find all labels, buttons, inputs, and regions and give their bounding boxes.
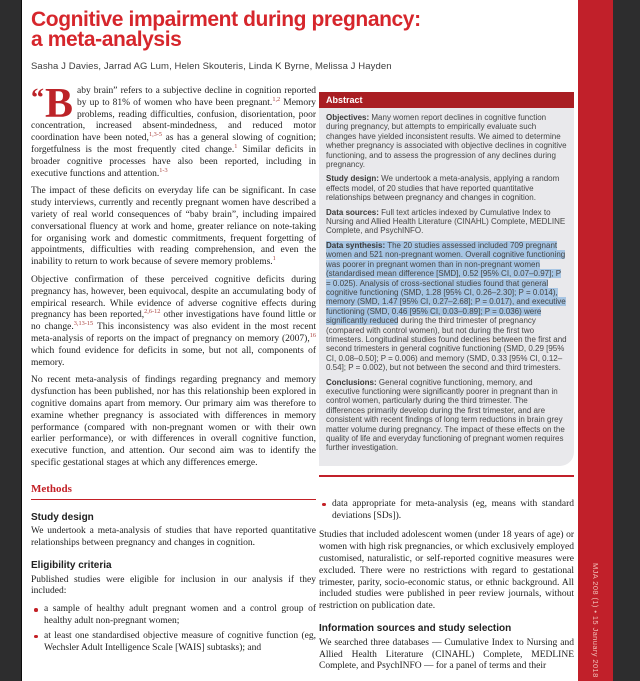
study-design-heading: Study design — [31, 511, 94, 523]
intro-paragraph-3: Objective confirmation of these perceived cognitive deficits during pregnancy has, however, been equivocal, despite an accumulating body of empirical research. While evidence of adverse cognitive effects during pregnancy has been reported,$^{2,6-12}$ other investigations have found little or no change.$^{3,13-15}$ This inconsistency was also evident in the most recent meta-analysis of reports on the impact of pregnancy on memory (2007),$^{16}$ which found evidence for deficits in some, but not all, components of memory. — [31, 274, 317, 368]
eligibility-intro-paragraph: Published studies were eligible for inclusion in our analysis if they included: — [31, 574, 316, 597]
abstract-data-synthesis — [326, 241, 567, 373]
open-quote-mark: “ — [31, 83, 44, 112]
eligibility-bullet-list — [31, 604, 316, 654]
selected-text-highlight — [326, 241, 566, 325]
bullet-icon — [322, 503, 326, 507]
abstract-conclusions-text: General cognitive functioning, memory, and executive functioning were significantly poorer in pregnant than in control women, particularly during the third trimester. The differences primarily develop during the first trimester, and are consistent with recent findings of long term reductions in brain grey matter volume during pregnancy. The impact of these effects on the quality of life and everyday functioning of pregnant women requires further investigation. — [326, 377, 565, 453]
list-item — [31, 604, 316, 628]
page-title-line1: Cognitive impairment during pregnancy: — [31, 8, 421, 31]
information-sources-heading: Information sources and study selection — [319, 622, 512, 634]
list-item-text: a sample of healthy adult pregnant women and a control group of healthy adult non-pregnant women; — [44, 604, 316, 627]
methods-section-heading: Methods — [31, 482, 72, 495]
exclusion-criteria-paragraph: Studies that included adolescent women (under 18 years of age) or women with high risk pregnancies, or which exclusively employed customised, naturalistic, or self-reported cognitive measures were excluded. There were no restrictions with regard to gestational trimester, parity, socio-economic status, or ethnic background. All included studies were published in peer review journals, without restriction on publication date. — [319, 530, 574, 612]
study-design-paragraph: We undertook a meta-analysis of studies that have reported quantitative relationships between pregnancy and changes in cognition. — [31, 526, 316, 549]
abstract-data-synthesis-rest-text: during the third trimester of pregnancy (compared with control women), but not during the first two trimesters. Longitudinal studies found declines between the first and second trimesters in general cognitive functioning (SMD, 0.29 [95% CI, 0.08–0.50]; P = 0.006) and memory (SMD, 0.33 [95% CI, 0.12–0.54]; P = 0.002), but not between the second and third trimesters. — [326, 316, 567, 373]
page-title — [31, 10, 576, 50]
left-column — [31, 81, 317, 657]
abstract-conclusions-label: Conclusions: — [326, 377, 377, 387]
abstract-study-design — [326, 174, 567, 202]
abstract-box — [319, 92, 574, 466]
abstract-objectives — [326, 113, 567, 169]
page-title-line2: a meta-analysis — [31, 28, 182, 51]
methods-section-rule — [31, 499, 316, 500]
bullet-icon — [34, 608, 38, 612]
journal-citation-vertical-text: MJA 208 (1) • 15 January 2018 — [591, 563, 600, 678]
list-item-text: data appropriate for meta-analysis (eg, means with standard deviations [SDs]). — [332, 498, 574, 521]
eligibility-bullet-list-continued — [319, 499, 574, 523]
intro-paragraph-1-text: aby brain” refers to a subjective decline in cognition reported by up to 81% of women who have been pregnant.$^{1,2}$ Memory problems, reading difficulties, confusion, disorientation, poor concentration, increased absent-mindedness, and reduced motor coordination have been noted,$^{1,3-5}$ as has a general slowing of cognition; forgetfulness is the most frequently cited change.$^1$ Similar deficits in broader cognitive processes have also been reported, including in executive functions and attention.$^{1-3}$ — [31, 86, 316, 179]
drop-cap — [31, 81, 74, 127]
abstract-data-sources-label: Data sources: — [326, 207, 379, 217]
abstract-data-synthesis-highlighted-text: The 20 studies assessed included 709 pregnant women and 521 non-pregnant women. Overall cognitive functioning was poorer in pregnant women than in non-pregnant women (standardised mean difference [SMD], 0.52 [95% CI, 0.07–0.97]; P = 0.025). Analysis of cross-sectional studies found that general cognitive functioning (SMD, 1.28 [95% CI, 0.26–2.30]; P = 0.014), memory (SMD, 1.47 [95% CI, 0.27–2.68]; P = 0.017), and executive functioning (SMD, 0.46 [95% CI, 0.03–0.89]; P = 0.036) were significantly reduced — [326, 240, 566, 326]
abstract-data-sources-text: Full text articles indexed by Cumulative Index to Nursing and Allied Health Literature (CINAHL) Complete, MEDLINE Complete, and PsychINFO. — [326, 207, 566, 236]
abstract-objectives-text: Many women report declines in cognitive function during pregnancy, but attempts to empirically evaluate such changes have yielded inconsistent results. We aimed to determine whether pregnancy is associated with objective declines in cognitive functioning, and to assess the progression of any declines during pregnancy. — [326, 113, 567, 170]
eligibility-criteria-heading: Eligibility criteria — [31, 559, 112, 571]
information-sources-paragraph: We searched three databases — Cumulative Index to Nursing and Allied Health Literature (CINAHL) Complete, MEDLINE Complete, and PsychINFO — for a panel of terms and their — [319, 637, 574, 672]
abstract-objectives-label: Objectives: — [326, 113, 370, 122]
authors-line: Sasha J Davies, Jarrad AG Lum, Helen Skouteris, Linda K Byrne, Melissa J Hayden — [31, 61, 392, 72]
abstract-body — [319, 108, 574, 453]
list-item — [31, 631, 316, 655]
abstract-data-synthesis-label: Data synthesis: — [326, 240, 386, 250]
drop-cap-letter: B — [45, 81, 74, 127]
list-item — [319, 499, 574, 523]
article-header — [31, 10, 576, 72]
abstract-conclusions — [326, 378, 567, 453]
abstract-header-bar: Abstract — [319, 92, 574, 108]
bullet-icon — [34, 635, 38, 639]
abstract-study-design-label: Study design: — [326, 174, 379, 184]
intro-paragraph-4: No recent meta-analysis of findings regarding pregnancy and memory dysfunction has been published, nor has this relationship been explored in cognitive domains apart from memory. Our primary aim was therefore to examine whether pregnancy is associated with differences in memory performance (compared with non-pregnant women or with their own earlier performance), or with differences in overall cognitive function, executive function, and attention. Our second aim was to identify the specific gestational stages at which any differences emerge. — [31, 375, 316, 468]
list-item-text: at least one standardised objective measure of cognitive function (eg, Wechsler Adult Intelligence Scale [WAIS] subtasks); and — [44, 630, 316, 653]
article-page — [21, 0, 613, 681]
abstract-study-design-text: We undertook a meta-analysis, applying a random effects model, of 20 studies that have reported quantitative relationships between pregnancy and changes in cognition. — [326, 174, 560, 203]
intro-paragraph-2: The impact of these deficits on everyday life can be significant. In case study interviews, currently and recently pregnant women have described a variety of real world consequences of “baby brain”, including impaired conversational fluency at work and home, greater reliance on note-taking for organising work and domestic commitments, frequent forgetting of appointments, difficulties with reading comprehension, and even the inability to return to work because of severe memory problems.$^1$ — [31, 186, 316, 268]
intro-paragraph-1 — [31, 81, 316, 180]
abstract-data-sources — [326, 208, 567, 236]
right-column — [319, 92, 574, 679]
abstract-bottom-rule — [319, 475, 574, 477]
journal-sidebar — [578, 0, 613, 681]
right-column-body — [319, 499, 574, 673]
